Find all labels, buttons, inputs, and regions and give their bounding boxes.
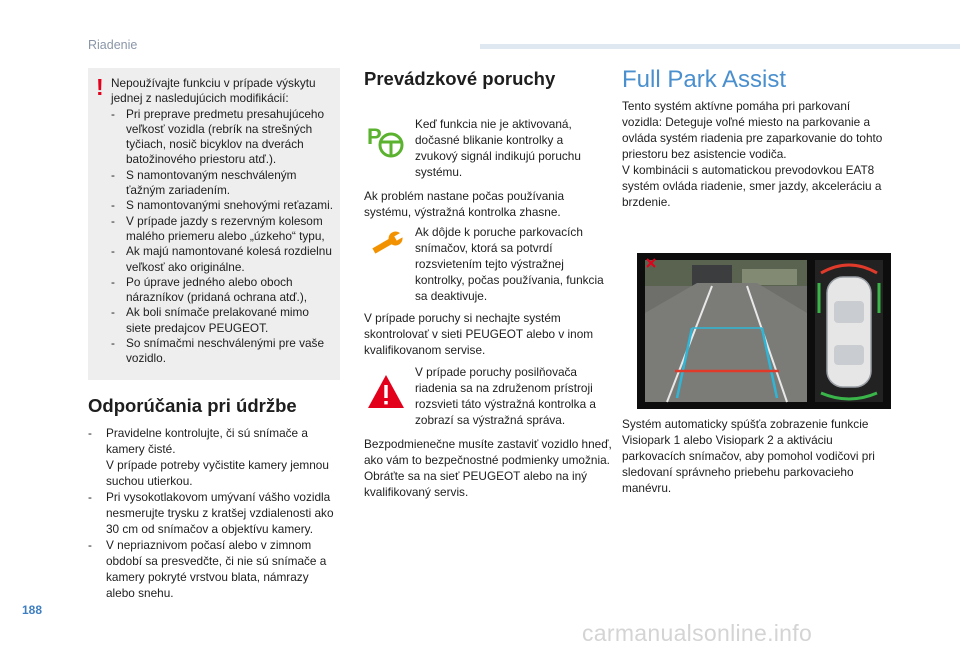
page-number: 188 [22,603,43,617]
warning-list [111,107,337,367]
maintenance-list [88,425,340,601]
wrench-icon [366,224,406,264]
warning-triangle-icon [366,372,406,412]
list-item: - Pravidelne kontrolujte, či sú snímače a kamery čisté. V prípade potreby vyčistite kamery jemnou suchou utierkou. [88,425,340,489]
fpa-title: Full Park Assist [622,66,787,93]
list-item: - V nepriaznivom počasí alebo v zimnom období sa presvedčte, či nie sú snímače a kamery pokryté vrstvou blata, námrazy alebo snehu. [88,537,340,601]
svg-text:P: P [367,124,382,149]
list-item: - V prípade jazdy s rezervným kolesom malého priemeru alebo „úzkeho“ typu, [111,214,337,245]
camera-view-image [637,253,891,409]
list-item: - Ak boli snímače prelakované mimo siete predajcov PEUGEOT. [111,305,337,336]
fpa-text: Tento systém aktívne pomáha pri parkovaní vozidla: Deteguje voľné miesto na parkovanie a ovláda systém riadenia pre zaparkovanie do tohto priestoru bez asistencie vodiča. V kombinácii s automatickou prevodovkou EAT8 systém ovláda riadenie, smer jazdy, akceleráciu a brzdenie. [622,99,883,209]
watermark: carmanualsonline.info [582,620,813,646]
maintenance-title: Odporúčania pri údržbe [88,395,297,416]
fault-paragraph-3: Bezpodmienečne musíte zastaviť vozidlo hneď, ako vám to bezpečnostné podmienky umožnia. Obráťte sa na sieť PEUGEOT alebo na iný kvalifikovaný servis. [364,437,612,499]
wrench-text: Ak dôjde k poruche parkovacích snímačov, ktorá sa potvrdí rozsvietením tejto výstražnej kontrolky, počas používania, funkcia sa deaktivuje. [415,225,604,303]
fpa-text-2: Systém automaticky spúšťa zobrazenie funkcie Visiopark 1 alebo Visiopark 2 a aktiváciu parkovacích snímačov, aby pomohol vodičovi pri sledovaní správneho priebehu parkovacieho manévru. [622,417,875,495]
list-item: - So snímačmi neschválenými pre vaše vozidlo. [111,336,337,367]
list-item: - S namontovaným neschváleným ťažným zariadením. [111,168,337,199]
p-text: Keď funkcia nie je aktivovaná, dočasné blikanie kontrolky a zvukový signál indikujú poruchu systému. [415,117,581,179]
warning-text [111,76,337,367]
exclamation-icon: ! [96,74,104,100]
list-item: - Ak majú namontované kolesá rozdielnu veľkosť ako originálne. [111,244,337,275]
faults-title: Prevádzkové poruchy [364,68,556,89]
fault-paragraph-1: Ak problém nastane počas používania systému, výstražná kontrolka zhasne. [364,189,565,219]
section-header: Riadenie [88,38,138,52]
fault-paragraph-2: V prípade poruchy si nechajte systém skontrolovať v sieti PEUGEOT alebo v inom kvalifikovanom servise. [364,311,594,357]
warning-intro: Nepoužívajte funkciu v prípade výskytu jednej z nasledujúcich modifikácií: [111,76,316,106]
park-steering-warning-icon [366,120,406,160]
alert-text: V prípade poruchy posilňovača riadenia sa na združenom prístroji rozsvieti táto výstražná kontrolka a zobrazí sa výstražná správa. [415,365,596,427]
list-item: - S namontovanými snehovými reťazami. [111,198,337,213]
header-bar [480,44,960,49]
list-item: - Po úprave jedného alebo oboch nárazníkov (pridaná ochrana atď.), [111,275,337,306]
list-item: - Pri vysokotlakovom umývaní vášho vozidla nesmerujte trysku z kratšej vzdialenosti ako 30 cm od snímačov a objektívu kamery. [88,489,340,537]
list-item: - Pri preprave predmetu presahujúceho veľkosť vozidla (rebrík na strešných tyčiach, nosič bicyklov na dverách batožinového priestoru atď.). [111,107,337,168]
